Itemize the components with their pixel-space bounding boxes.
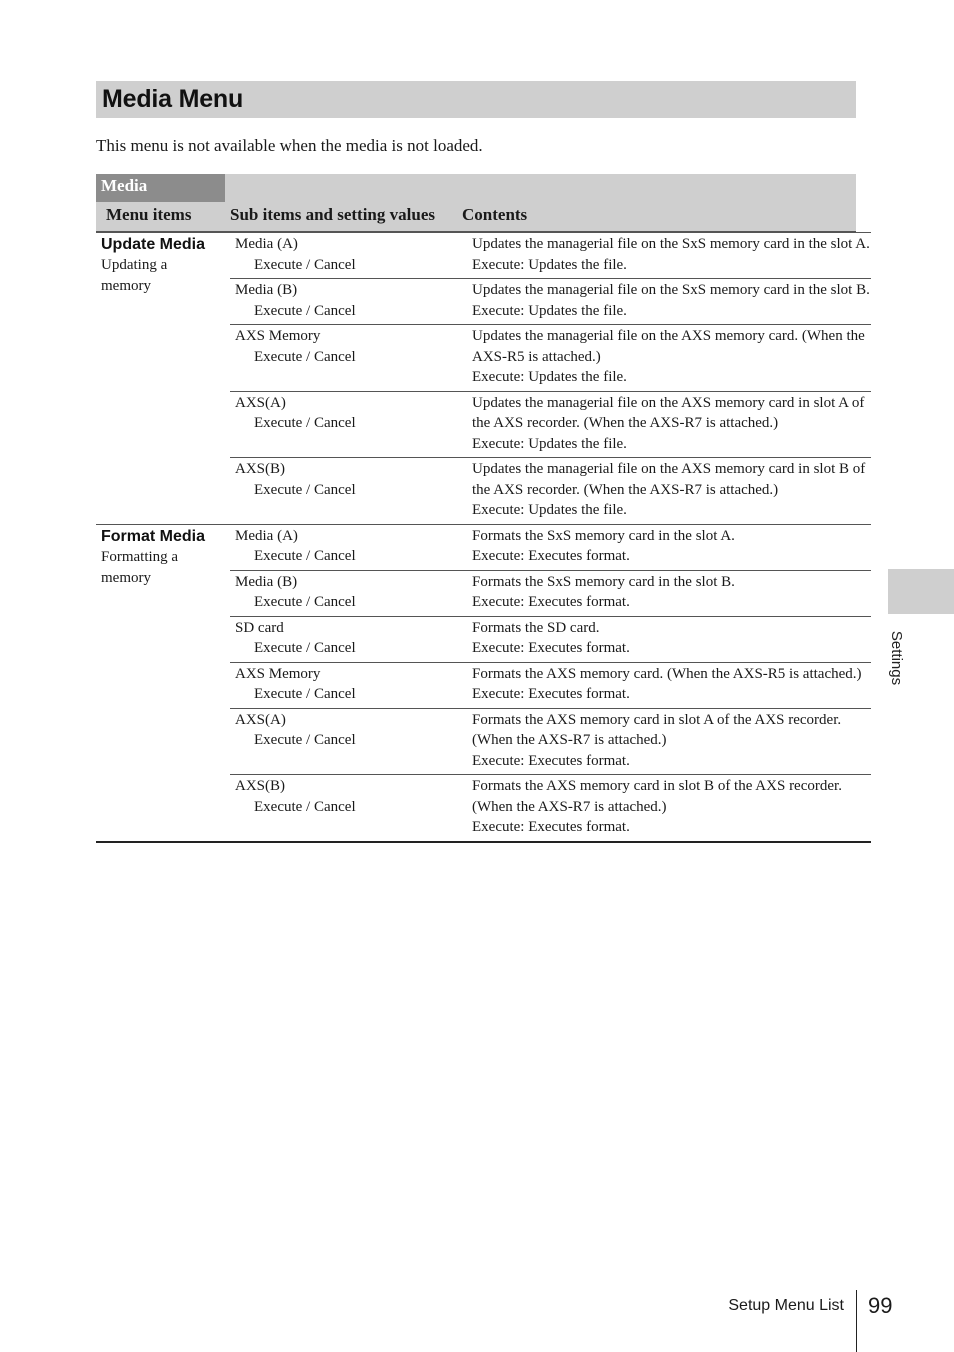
sub-item-cell [230, 458, 467, 525]
menu-item-name: Update Media [101, 236, 206, 253]
sub-item-name: AXS Memory [235, 328, 321, 344]
menu-item-name: Format Media [101, 527, 206, 545]
page-title: Media Menu [102, 85, 244, 113]
contents-cell [467, 233, 871, 279]
contents-line: Execute: Updates the file. [472, 369, 627, 385]
sub-item-cell [230, 391, 467, 458]
sub-item-cell [230, 662, 467, 708]
side-tab [888, 569, 954, 614]
sub-item-name: Media (A) [235, 236, 298, 252]
setting-values: Execute / Cancel [254, 594, 356, 610]
contents-line: Updates the managerial file on the SxS memory card in the slot A. [472, 236, 870, 252]
menu-item-description: Updating a [101, 257, 168, 273]
contents-line: Updates the managerial file on the AXS memory card in slot B of the AXS recorder. (When the AXS-R7 is attached.) [472, 461, 866, 498]
sub-item-name: AXS(A) [235, 711, 286, 728]
sub-item-cell [230, 233, 467, 279]
contents-line: Formats the SxS memory card in the slot A. [472, 527, 735, 544]
header-sub-items: Sub items and setting values [230, 205, 435, 224]
setting-values: Execute / Cancel [254, 798, 356, 815]
header-menu-items: Menu items [106, 205, 192, 224]
contents-cell [467, 708, 871, 775]
sub-item-cell [230, 279, 467, 325]
contents-line: Execute: Executes format. [472, 640, 630, 656]
footer-divider [856, 1290, 857, 1352]
sub-item-name: AXS Memory [235, 665, 321, 682]
menu-item-description: memory [101, 278, 151, 294]
sub-item-cell [230, 325, 467, 392]
sub-item-cell [230, 616, 467, 662]
setting-values: Execute / Cancel [254, 302, 356, 319]
contents-cell [467, 458, 871, 525]
menu-item-description: Formatting a [101, 548, 179, 565]
contents-line: Execute: Executes format. [472, 594, 630, 610]
header-divider [96, 231, 856, 232]
contents-line: Formats the SD card. [472, 619, 600, 636]
contents-line: Formats the AXS memory card in slot A of the AXS recorder. (When the AXS-R7 is attached.) [472, 711, 842, 748]
table-row [96, 233, 871, 279]
menu-item-cell [96, 524, 230, 842]
contents-line: Formats the AXS memory card. (When the AXS-R5 is attached.) [472, 665, 862, 682]
contents-cell [467, 524, 871, 570]
table-body [96, 232, 871, 843]
contents-line: Updates the managerial file on the AXS memory card in slot A of the AXS recorder. (When the AXS-R7 is attached.) [472, 394, 865, 431]
page-title-bar [96, 81, 856, 118]
sub-item-cell [230, 775, 467, 842]
setting-values: Execute / Cancel [254, 256, 356, 273]
contents-cell [467, 570, 871, 616]
side-tab-label: Settings [888, 630, 905, 686]
footer-section-title: Setup Menu List [728, 1297, 844, 1314]
contents-line: Execute: Updates the file. [472, 502, 627, 518]
sub-item-name: Media (B) [235, 573, 298, 590]
contents-line: Formats the AXS memory card in slot B of the AXS recorder. (When the AXS-R7 is attached.) [472, 778, 842, 815]
setting-values: Execute / Cancel [254, 686, 356, 702]
contents-line: Execute: Updates the file. [472, 256, 627, 273]
setting-values: Execute / Cancel [254, 481, 356, 498]
setting-values: Execute / Cancel [254, 548, 356, 564]
contents-line: Execute: Executes format. [472, 819, 630, 835]
setting-values: Execute / Cancel [254, 640, 356, 656]
contents-cell [467, 391, 871, 458]
contents-line: Execute: Executes format. [472, 686, 630, 702]
table-header [96, 174, 856, 232]
sub-item-cell [230, 570, 467, 616]
header-contents: Contents [462, 205, 528, 224]
sub-item-name: AXS(B) [235, 778, 286, 794]
menu-tab-label: Media [96, 174, 225, 202]
sub-item-name: SD card [235, 619, 284, 636]
page-number: 99 [868, 1293, 893, 1318]
sub-item-name: Media (A) [235, 527, 298, 544]
contents-line: Execute: Executes format. [472, 548, 630, 564]
setting-values: Execute / Cancel [254, 732, 356, 748]
sub-item-name: AXS(B) [235, 461, 286, 477]
contents-cell [467, 662, 871, 708]
contents-cell [467, 325, 871, 392]
contents-line: Execute: Executes format. [472, 752, 630, 769]
table-bottom-rule [96, 842, 871, 843]
setting-values: Execute / Cancel [254, 348, 356, 365]
contents-line: Execute: Updates the file. [472, 302, 627, 319]
sub-item-cell [230, 708, 467, 775]
contents-cell [467, 775, 871, 842]
menu-item-description: memory [101, 569, 151, 586]
sub-item-name: Media (B) [235, 282, 298, 298]
table-row [96, 524, 871, 570]
media-menu-table [96, 174, 870, 843]
sub-item-cell [230, 524, 467, 570]
contents-cell [467, 279, 871, 325]
contents-line: Formats the SxS memory card in the slot B. [472, 573, 735, 590]
table-bottom-row [96, 842, 871, 843]
contents-line: Updates the managerial file on the SxS memory card in the slot B. [472, 282, 870, 298]
setting-values: Execute / Cancel [254, 415, 356, 431]
sub-item-name: AXS(A) [235, 394, 286, 411]
intro-text: This menu is not available when the media is not loaded. [96, 136, 483, 155]
menu-item-cell [96, 233, 230, 525]
contents-cell [467, 616, 871, 662]
contents-line: Updates the managerial file on the AXS memory card. (When the AXS-R5 is attached.) [472, 328, 865, 365]
contents-line: Execute: Updates the file. [472, 435, 627, 452]
